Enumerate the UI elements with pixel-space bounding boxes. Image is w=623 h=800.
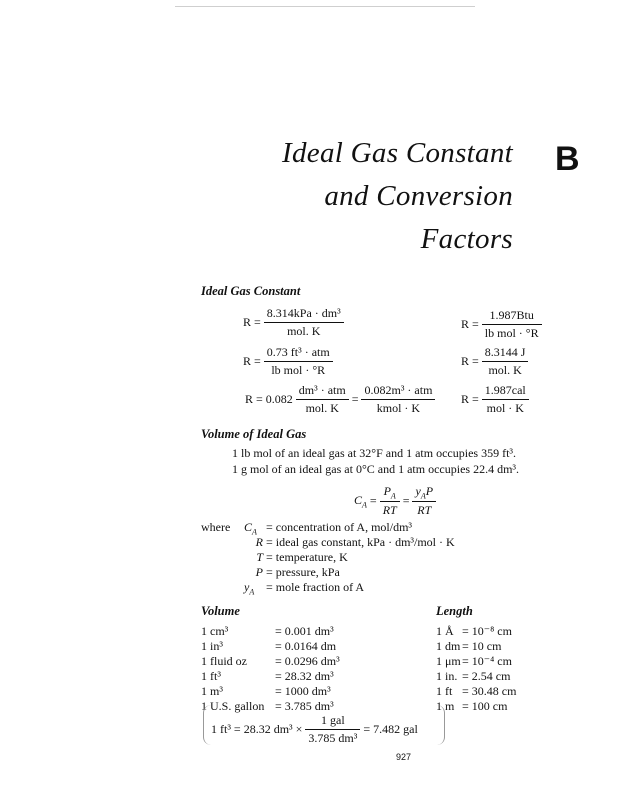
r-kpa-denominator: mol. K <box>287 324 321 338</box>
ca-fraction-2 <box>412 484 436 518</box>
r-kpa-fraction <box>264 306 344 339</box>
r-atm-numerator-2: 0.082m³ · atm <box>361 383 435 400</box>
length-unit: 1 Å <box>436 624 454 638</box>
volume-unit: 1 fluid oz <box>201 654 247 668</box>
title-line-2: and Conversion <box>324 180 513 212</box>
length-value: = 10 cm <box>462 639 502 653</box>
volume-value: = 0.001 dm³ <box>275 624 334 638</box>
r-btu-lhs: R = <box>461 317 479 331</box>
r-joule-lhs: R = <box>461 354 479 368</box>
gallon-conversion-lhs: 1 ft³ = 28.32 dm³ × <box>211 722 303 736</box>
r-atm-denominator-2: kmol · K <box>376 401 421 415</box>
r-ft3-equation <box>243 345 333 378</box>
definition-text: pressure, kPa <box>275 565 340 579</box>
r-btu-equation <box>461 308 542 341</box>
appendix-letter: B <box>555 140 580 178</box>
ca-symbol: $C_A$ <box>354 493 367 510</box>
r-cal-numerator: 1.987cal <box>482 383 529 400</box>
r-atm-fraction-1 <box>296 383 349 416</box>
length-value: = 2.54 cm <box>462 669 511 683</box>
definition-symbol: P <box>255 565 263 579</box>
gallon-conversion-denominator: 3.785 dm³ <box>308 731 358 745</box>
volume-value: = 0.0296 dm³ <box>275 654 340 668</box>
volume-row <box>201 654 340 669</box>
gallon-conversion-equation <box>211 713 418 746</box>
length-unit: 1 in. <box>436 669 458 683</box>
length-row <box>436 684 516 699</box>
r-joule-denominator: mol. K <box>488 363 522 377</box>
volume-row <box>201 684 331 699</box>
definition-row: R = ideal gas constant, kPa · dm³/mol · K <box>244 535 455 551</box>
volume-value: = 28.32 dm³ <box>275 669 334 683</box>
definition-text: concentration of A, mol/dm³ <box>275 520 413 534</box>
volume-value: = 3.785 dm³ <box>275 699 334 713</box>
r-cal-denominator: mol · K <box>486 401 524 415</box>
length-heading: Length <box>436 604 473 618</box>
gallon-conversion-fraction <box>305 713 360 746</box>
volume-ideal-gas-heading: Volume of Ideal Gas <box>201 427 307 441</box>
gallon-conversion-numerator: 1 gal <box>305 713 360 730</box>
r-kpa-lhs: R = <box>243 315 261 329</box>
length-row <box>436 669 510 684</box>
r-ft3-fraction <box>264 345 333 378</box>
r-atm-equation <box>245 383 435 416</box>
ca-equals-1: = <box>369 493 377 508</box>
r-ft3-lhs: R = <box>243 354 261 368</box>
length-value: = 10⁻⁴ cm <box>462 654 512 668</box>
volume-unit: 1 in³ <box>201 639 223 653</box>
gas-constant-heading: Ideal Gas Constant <box>201 284 301 298</box>
r-kpa-equation <box>243 306 344 339</box>
length-row <box>436 699 507 714</box>
volume-row <box>201 639 336 654</box>
length-unit: 1 μm <box>436 654 461 668</box>
length-value: = 30.48 cm <box>462 684 517 698</box>
r-joule-numerator: 8.3144 J <box>482 345 529 362</box>
definition-row: P = pressure, kPa <box>244 565 340 581</box>
r-atm-lhs: R = 0.082 <box>245 392 293 406</box>
r-ft3-denominator: lb mol · °R <box>271 363 326 377</box>
page-number: 927 <box>396 752 412 762</box>
r-joule-equation <box>461 345 528 378</box>
gallon-conversion-rhs: = 7.482 gal <box>363 722 418 736</box>
ca-numerator-2: $y_AP$ <box>412 484 436 502</box>
r-cal-equation <box>461 383 529 416</box>
definition-symbol: $y_A$ <box>244 580 255 597</box>
volume-unit: 1 m³ <box>201 684 223 698</box>
r-cal-fraction <box>482 383 529 416</box>
ideal-gas-volume-lbmol: 1 lb mol of an ideal gas at 32°F and 1 atm occupies 359 ft³. <box>232 446 517 460</box>
concentration-equation <box>354 484 436 518</box>
r-cal-lhs: R = <box>461 392 479 406</box>
definition-row: $C_A$ = concentration of A, mol/dm³ <box>244 520 413 537</box>
r-btu-denominator: lb mol · °R <box>484 326 539 340</box>
ca-numerator-1: $P_A$ <box>380 484 400 502</box>
length-unit: 1 dm <box>436 639 461 653</box>
r-atm-fraction-2 <box>361 383 435 416</box>
volume-value: = 1000 dm³ <box>275 684 331 698</box>
r-joule-fraction <box>482 345 529 378</box>
definition-symbol: $C_A$ <box>244 520 257 537</box>
length-unit: 1 ft <box>436 684 453 698</box>
volume-row <box>201 669 334 684</box>
definition-row: T = temperature, K <box>244 550 348 566</box>
r-ft3-numerator: 0.73 ft³ · atm <box>264 345 333 362</box>
length-value: = 100 cm <box>462 699 508 713</box>
title-line-1: Ideal Gas Constant <box>282 137 513 169</box>
r-atm-numerator-1: dm³ · atm <box>296 383 349 400</box>
length-unit: 1 m <box>436 699 455 713</box>
r-atm-denominator-1: mol. K <box>305 401 339 415</box>
ca-equals-2: = <box>402 493 410 508</box>
definition-text: ideal gas constant, kPa · dm³/mol · K <box>275 535 455 549</box>
ideal-gas-volume-gmol: 1 g mol of an ideal gas at 0°C and 1 atm occupies 22.4 dm³. <box>232 462 520 476</box>
definition-row: $y_A$ = mole fraction of A <box>244 580 365 597</box>
length-row <box>436 624 512 639</box>
length-value: = 10⁻⁸ cm <box>462 624 512 638</box>
definition-text: mole fraction of A <box>275 580 365 594</box>
r-atm-equals: = <box>351 392 359 406</box>
volume-heading: Volume <box>201 604 240 618</box>
r-btu-numerator: 1.987Btu <box>482 308 542 325</box>
volume-unit: 1 ft³ <box>201 669 221 683</box>
volume-row <box>201 624 334 639</box>
r-btu-fraction <box>482 308 542 341</box>
length-row <box>436 654 512 669</box>
definition-symbol: T <box>256 550 263 564</box>
definition-text: temperature, K <box>275 550 348 564</box>
ca-denominator-1: RT <box>382 503 397 518</box>
volume-unit: 1 cm³ <box>201 624 229 638</box>
where-label: where <box>201 520 231 534</box>
definition-symbol: R <box>255 535 263 549</box>
volume-value: = 0.0164 dm <box>275 639 337 653</box>
r-kpa-numerator: 8.314kPa · dm³ <box>264 306 344 323</box>
volume-unit: 1 U.S. gallon <box>201 699 265 713</box>
ca-denominator-2: RT <box>417 503 432 518</box>
top-rule <box>175 6 475 7</box>
title-line-3: Factors <box>420 223 513 255</box>
length-row <box>436 639 501 654</box>
ca-fraction-1 <box>380 484 400 518</box>
